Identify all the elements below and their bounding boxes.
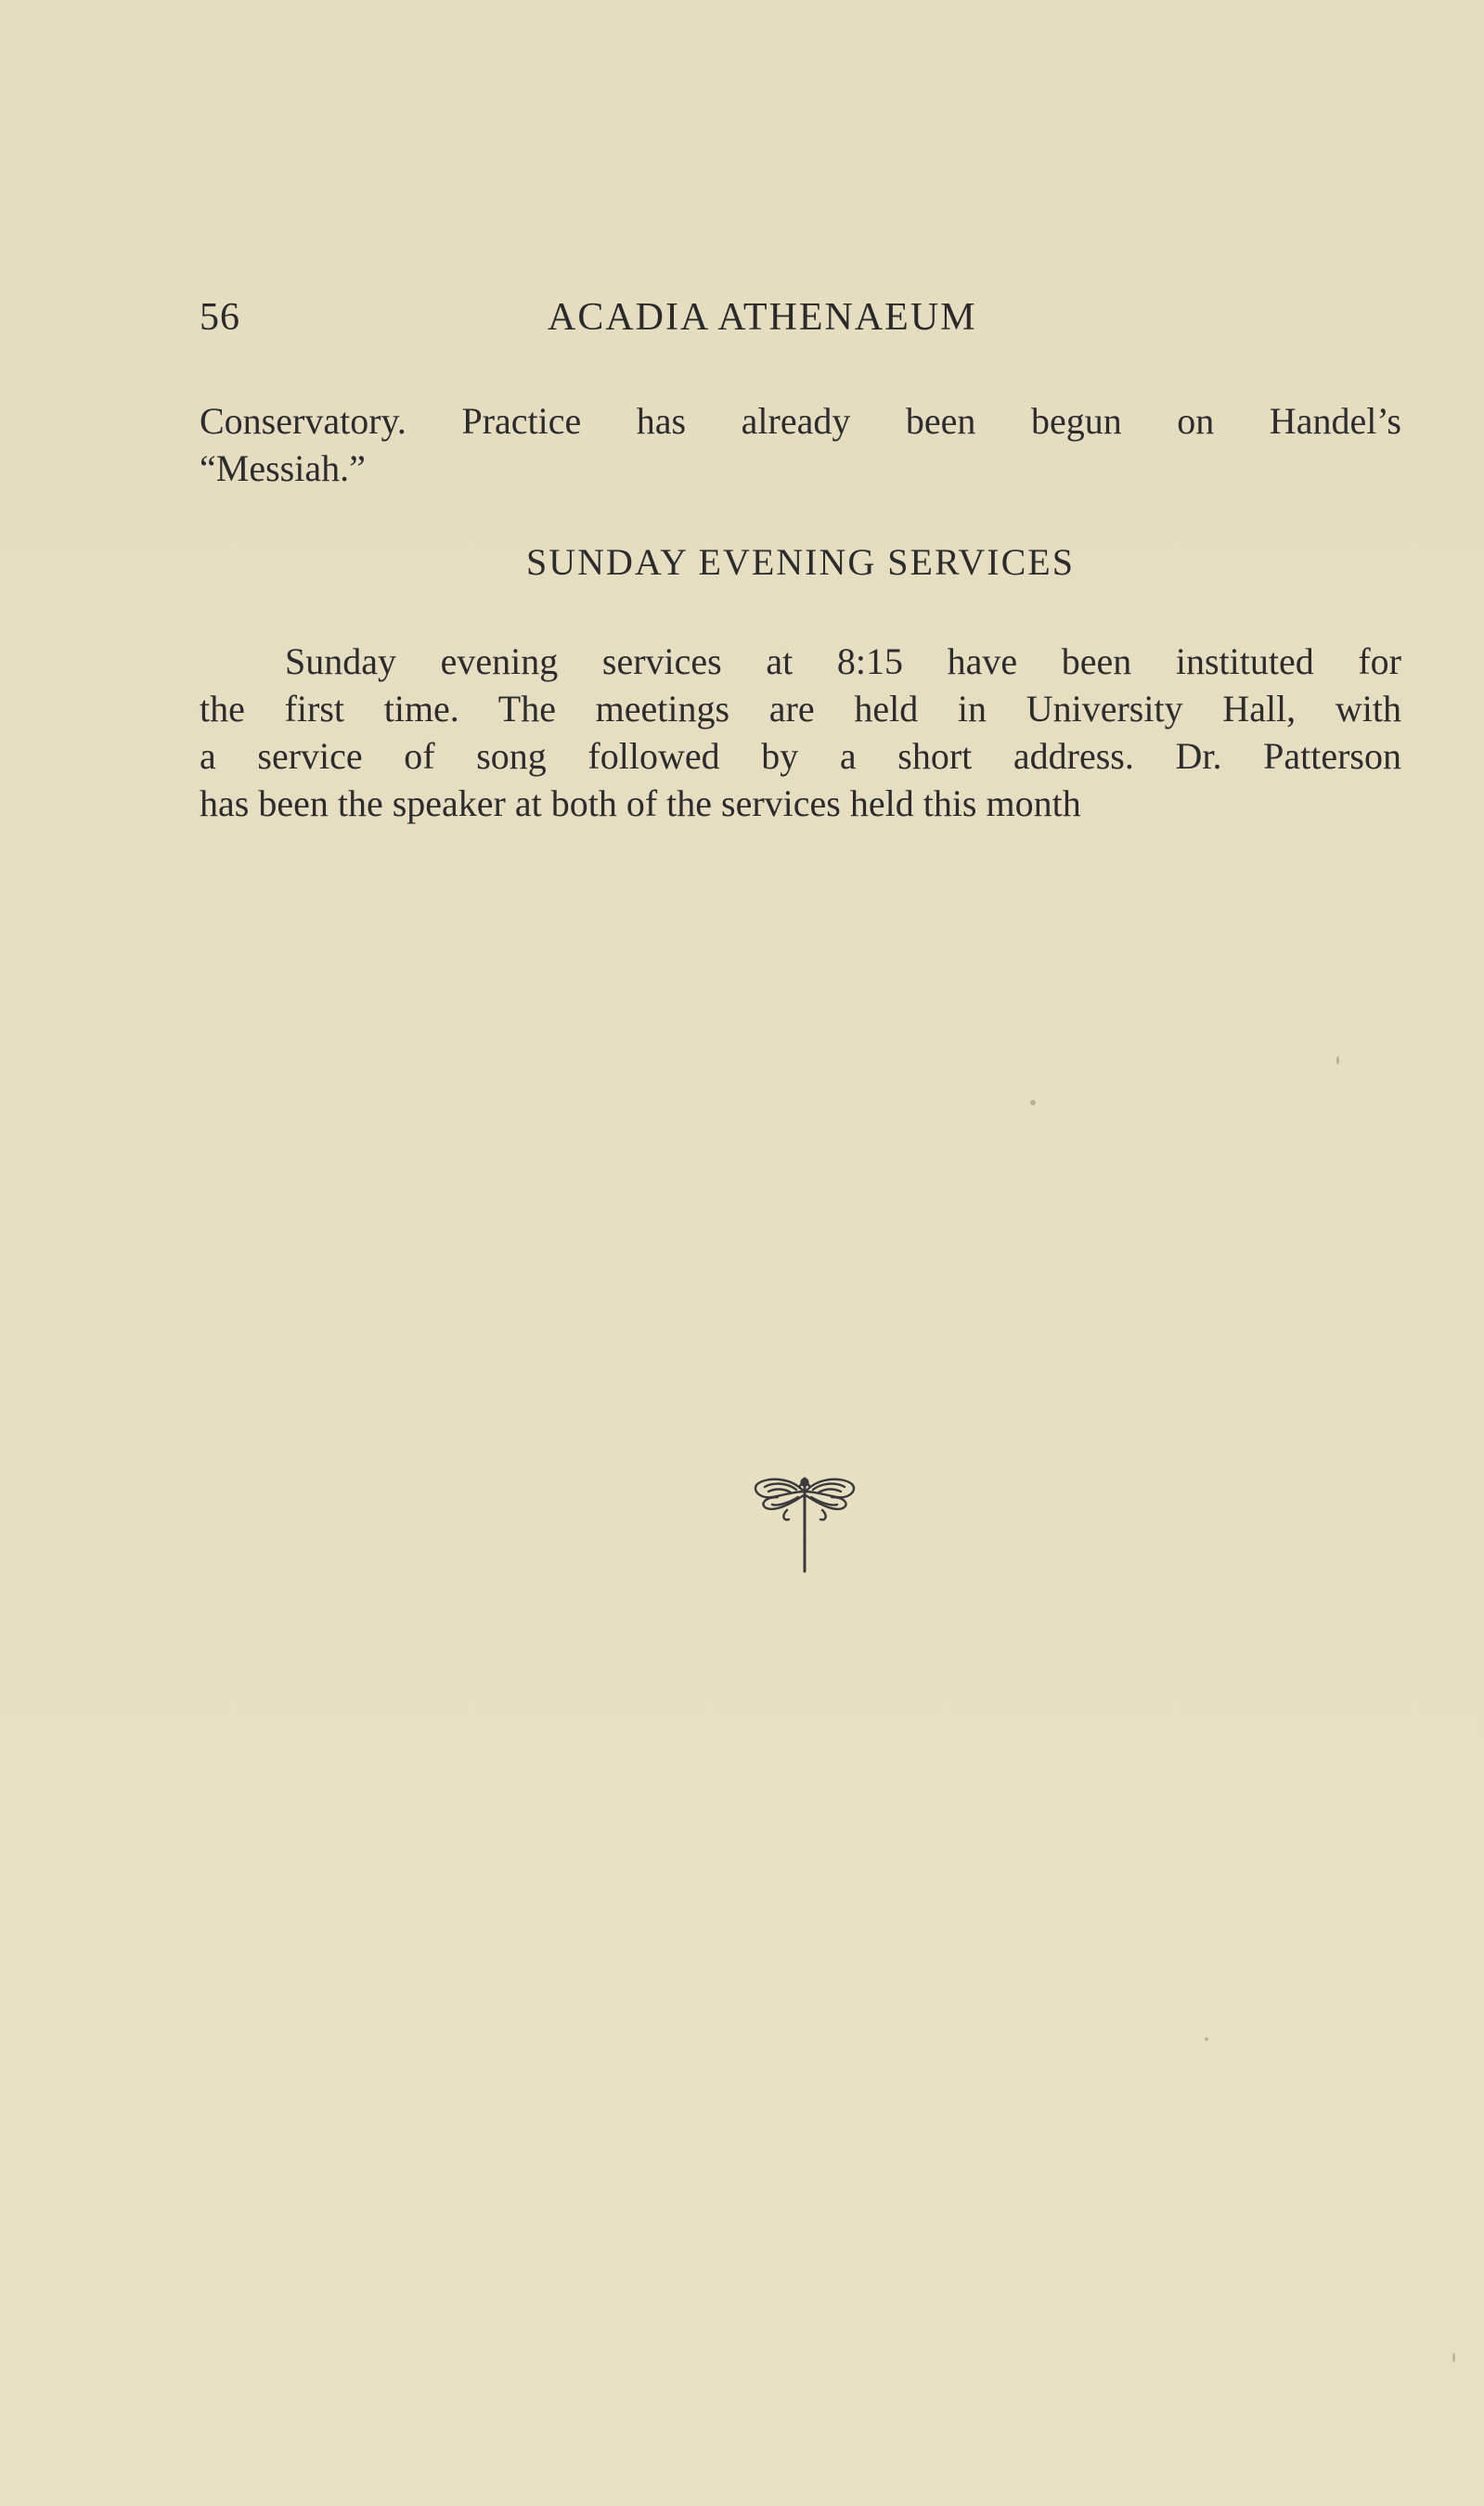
section-paragraph <box>200 638 1401 827</box>
paper-speck <box>1205 2037 1208 2041</box>
floral-dragonfly-ornament-icon <box>750 1471 859 1573</box>
paper-speck <box>1030 1100 1036 1105</box>
text-line: Sunday evening services at 8:15 have been instituted for <box>285 640 1401 682</box>
paper-speck <box>1452 2353 1455 2362</box>
continued-paragraph <box>200 397 1401 492</box>
text-line: the first time. The meetings are held in University Hall, with <box>200 688 1401 730</box>
section-heading: SUNDAY EVENING SERVICES <box>526 541 1075 583</box>
text-line: has been the speaker at both of the services held this month <box>200 782 1081 824</box>
paper-speck <box>1336 1056 1339 1065</box>
text-line: a service of song followed by a short address. Dr. Patterson <box>200 735 1401 777</box>
text-line: “Messiah.” <box>200 447 366 489</box>
journal-title: ACADIA ATHENAEUM <box>548 296 977 339</box>
running-head <box>200 295 1397 347</box>
page-number: 56 <box>200 296 240 339</box>
text-line: Conservatory. Practice has already been begun on Handel’s <box>200 400 1401 442</box>
